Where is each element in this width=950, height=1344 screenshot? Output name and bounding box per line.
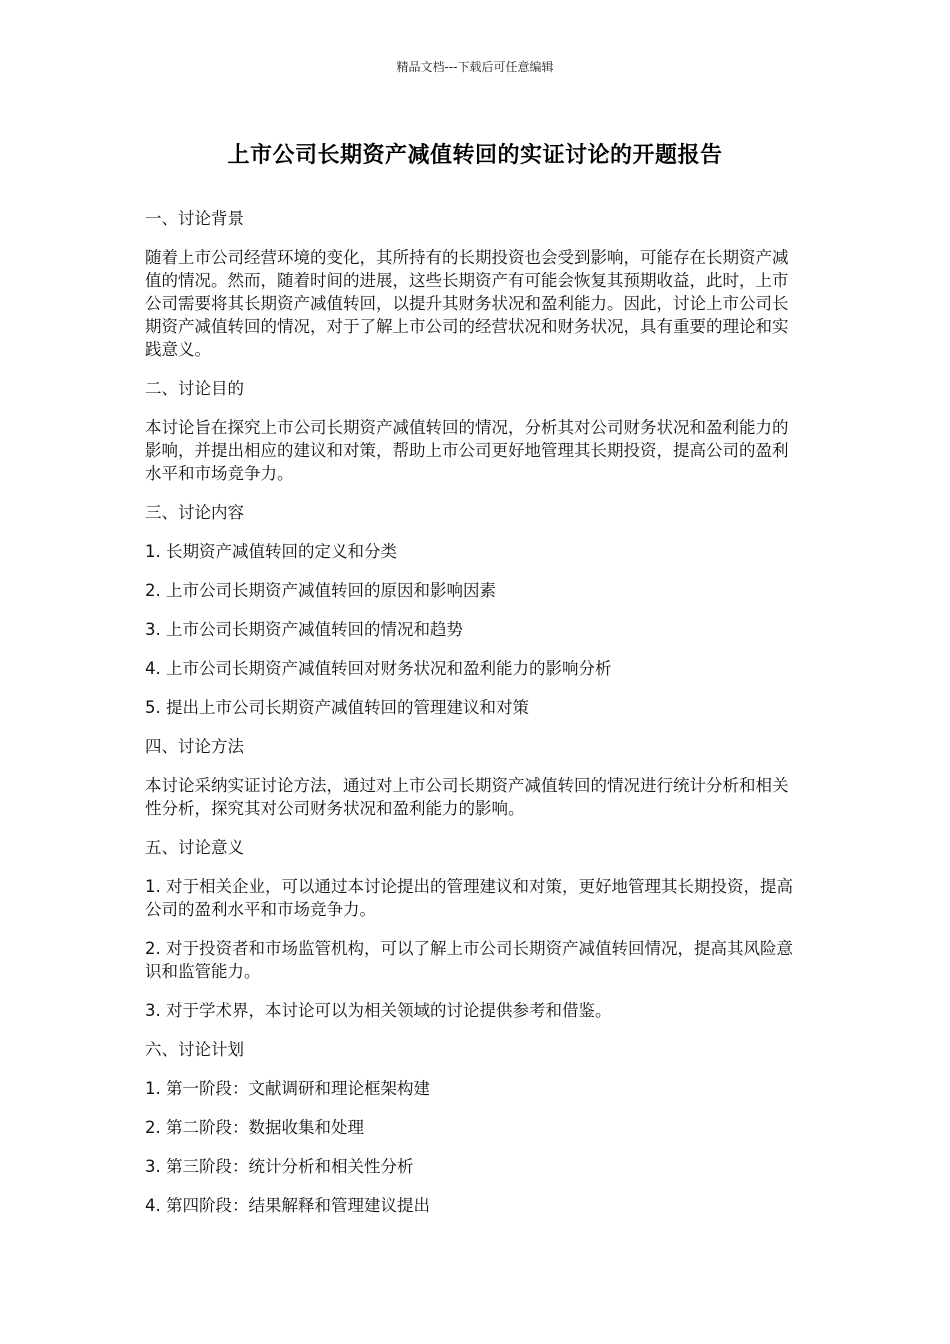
list-item: 2. 上市公司长期资产减值转回的原因和影响因素	[145, 581, 496, 600]
section-heading-background: 一、讨论背景	[145, 209, 244, 228]
list-item: 3. 第三阶段：统计分析和相关性分析	[145, 1157, 414, 1176]
list-item: 1. 第一阶段：文献调研和理论框架构建	[145, 1079, 430, 1098]
section-heading-plan: 六、讨论计划	[145, 1040, 244, 1059]
section-body-method: 本讨论采纳实证讨论方法，通过对上市公司长期资产减值转回的情况进行统计分析和相关性分析，探究其对公司财务状况和盈利能力的影响。	[145, 776, 789, 818]
list-item: 4. 第四阶段：结果解释和管理建议提出	[145, 1196, 430, 1215]
list-item: 3. 上市公司长期资产减值转回的情况和趋势	[145, 620, 463, 639]
section-heading-significance: 五、讨论意义	[145, 838, 244, 857]
list-item: 1. 对于相关企业，可以通过本讨论提出的管理建议和对策，更好地管理其长期投资，提高公司的盈利水平和市场竞争力。	[145, 877, 793, 919]
list-item: 5. 提出上市公司长期资产减值转回的管理建议和对策	[145, 698, 529, 717]
list-item: 1. 长期资产减值转回的定义和分类	[145, 542, 397, 561]
list-item: 2. 对于投资者和市场监管机构，可以了解上市公司长期资产减值转回情况，提高其风险意识和监管能力。	[145, 939, 793, 981]
section-body-purpose: 本讨论旨在探究上市公司长期资产减值转回的情况，分析其对公司财务状况和盈利能力的影响，并提出相应的建议和对策，帮助上市公司更好地管理其长期投资，提高公司的盈利水平和市场竞争力。	[145, 418, 789, 483]
header-note: 精品文档---下载后可任意编辑	[396, 60, 554, 74]
section-body-background: 随着上市公司经营环境的变化，其所持有的长期投资也会受到影响，可能存在长期资产减值的情况。然而，随着时间的进展，这些长期资产有可能会恢复其预期收益，此时，上市公司需要将其长期资产减值转回，以提升其财务状况和盈利能力。因此，讨论上市公司长期资产减值转回的情况，对于了解上市公司的经营状况和财务状况，具有重要的理论和实践意义。	[145, 248, 789, 359]
section-heading-purpose: 二、讨论目的	[145, 379, 244, 398]
list-item: 2. 第二阶段：数据收集和处理	[145, 1118, 364, 1137]
document-body	[145, 207, 800, 1233]
section-heading-method: 四、讨论方法	[145, 737, 244, 756]
section-heading-content: 三、讨论内容	[145, 503, 244, 522]
list-item: 3. 对于学术界，本讨论可以为相关领域的讨论提供参考和借鉴。	[145, 1001, 612, 1020]
list-item: 4. 上市公司长期资产减值转回对财务状况和盈利能力的影响分析	[145, 659, 612, 678]
document-title: 上市公司长期资产减值转回的实证讨论的开题报告	[227, 143, 723, 168]
